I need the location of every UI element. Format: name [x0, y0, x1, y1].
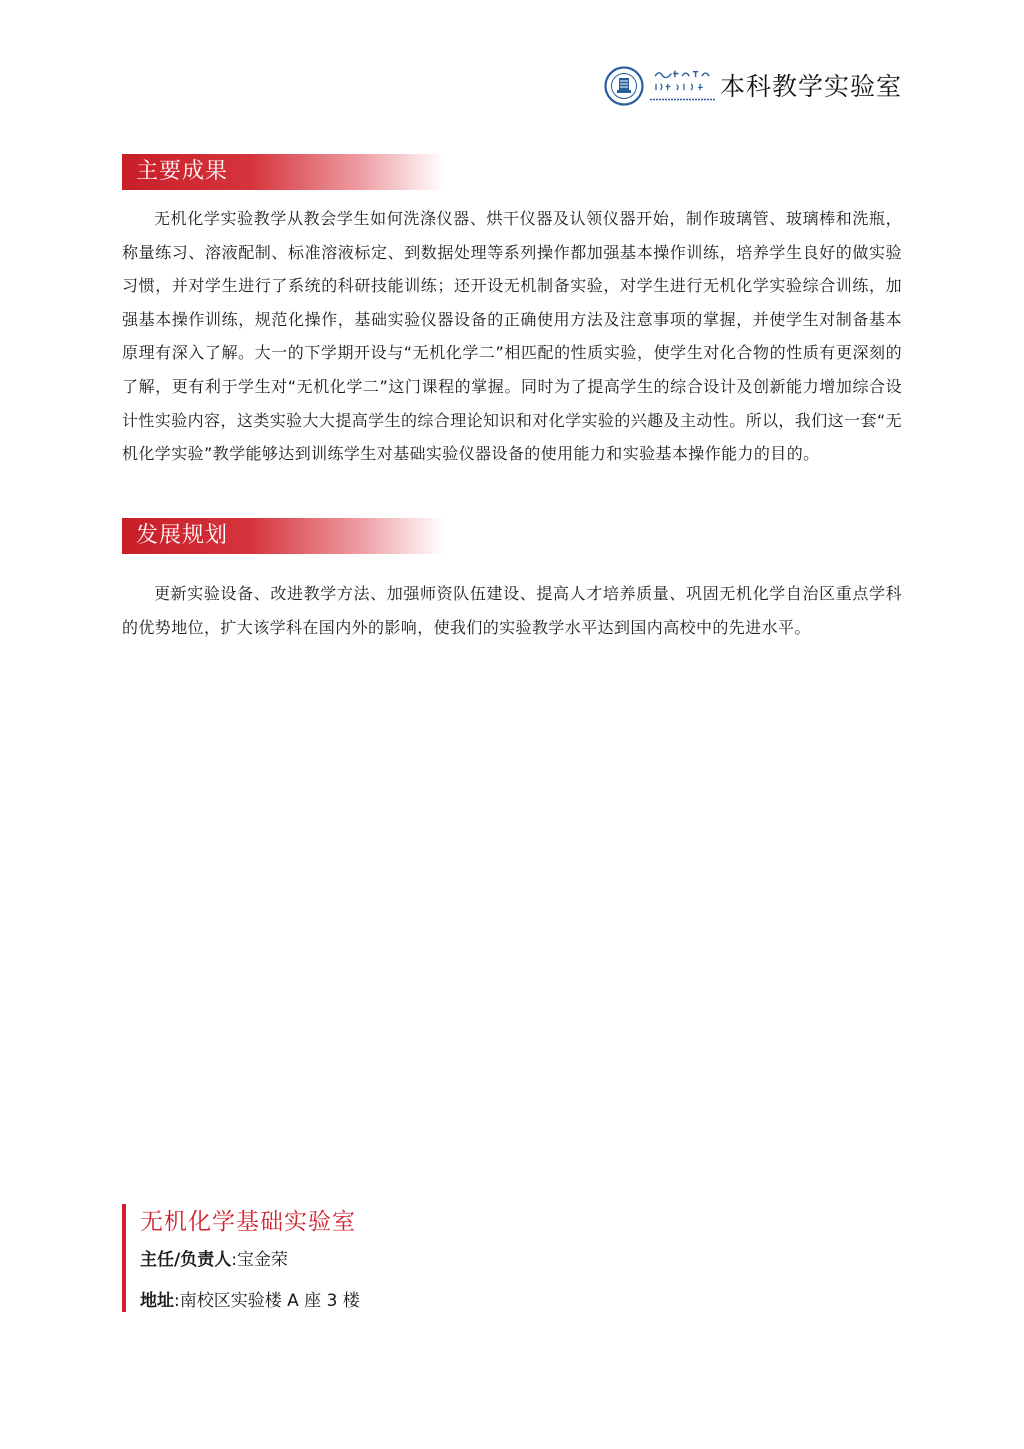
achievements-paragraph: 无机化学实验教学从教会学生如何洗涤仪器、烘干仪器及认领仪器开始，制作玻璃管、玻璃棒和洗瓶，称量练习、溶液配制、标准溶液标定、到数据处理等系列操作都加强基本操作训练，培养学生良好的做实验习惯，并对学生进行了系统的科研技能训练；还开设无机制备实验，对学生进行无机化学实验综合训练，加强基本操作训练，规范化操作，基础实验仪器设备的正确使用方法及注意事项的掌握，并使学生对制备基本原理有深入了解。大一的下学期开设与“无机化学二”相匹配的性质实验，使学生对化合物的性质有更深刻的了解，更有利于学生对“无机化学二”这门课程的掌握。同时为了提高学生的综合设计及创新能力增加综合设计性实验内容，这类实验大大提高学生的综合理论知识和对化学实验的兴趣及主动性。所以，我们这一套“无机化学实验”教学能够达到训练学生对基础实验仪器设备的使用能力和实验基本操作能力的目的。: [122, 209, 902, 464]
footer-accent-bar: [122, 1204, 126, 1312]
address-line: [140, 1289, 360, 1313]
university-logo: [650, 67, 716, 106]
plan-paragraph: 更新实验设备、改进教学方法、加强师资队伍建设、提高人才培养质量、巩固无机化学自治区重点学科的优势地位，扩大该学科在国内外的影响，使我们的实验教学水平达到国内高校中的先进水平。: [122, 584, 902, 637]
director-value: :宝金荣: [231, 1250, 288, 1270]
lab-info-footer: [122, 1204, 522, 1312]
director-label: 主任/负责人: [140, 1250, 232, 1270]
section-heading-label: 发展规划: [136, 523, 229, 548]
university-seal-icon: [604, 66, 644, 106]
section-heading-achievements: [122, 154, 444, 190]
header-title: 本科教学实验室: [719, 71, 902, 101]
logo-calligraphy-icon: [650, 69, 716, 78]
lab-name: 无机化学基础实验室: [140, 1209, 356, 1235]
section-heading-label: 主要成果: [136, 159, 229, 184]
director-line: [140, 1248, 288, 1272]
address-label: 地址: [140, 1291, 174, 1311]
address-value: :南校区实验楼 A 座 3 楼: [174, 1291, 360, 1311]
page-header: [604, 66, 902, 106]
logo-mongolian-script-icon: [650, 82, 716, 91]
section-heading-plan: [122, 518, 444, 554]
logo-english-name-icon: [650, 95, 716, 104]
